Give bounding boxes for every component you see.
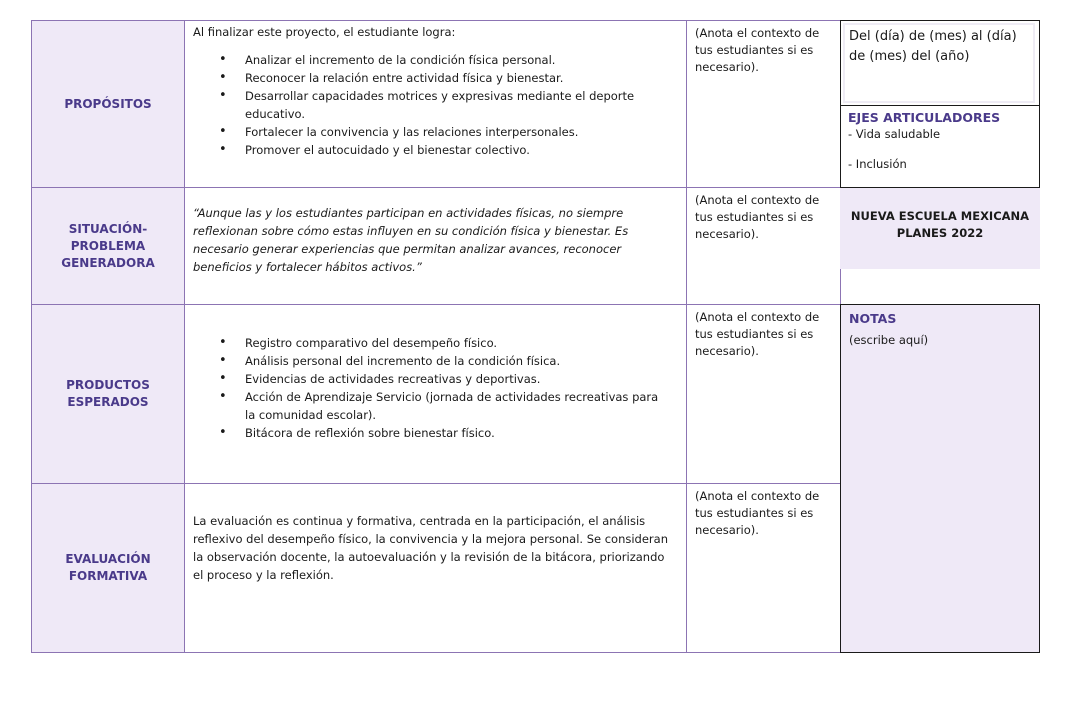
label-productos: PRODUCTOS ESPERADOS [66, 378, 150, 409]
notas-box[interactable] [840, 304, 1040, 653]
label-propositos: PROPÓSITOS [64, 96, 152, 111]
label-cell-propositos [32, 21, 184, 187]
propositos-list [193, 51, 678, 159]
side-divider [840, 105, 1040, 106]
list-item: • Promover el autocuidado y el bienestar colectivo. [219, 141, 678, 159]
list-item: • Registro comparativo del desempeño físico. [219, 334, 668, 352]
nem-subtitle: PLANES 2022 [896, 225, 984, 240]
ejes-title: EJES ARTICULADORES [848, 110, 1001, 125]
nem-banner [840, 188, 1040, 269]
list-item: • Evidencias de actividades recreativas y deportivas. [219, 370, 668, 388]
situacion-content [185, 188, 686, 304]
context-note-2[interactable]: (Anota el contexto de tus estudiantes si es necesario). [695, 193, 820, 241]
label-cell-productos [32, 305, 184, 483]
nem-title: NUEVA ESCUELA MEXICANA [850, 208, 1030, 223]
productos-list [193, 334, 678, 442]
propositos-intro: Al finalizar este proyecto, el estudiante logra: [193, 25, 456, 39]
date-text: Del (día) de (mes) al (día) de (mes) del (año) [849, 29, 1017, 64]
list-item: • Fortalecer la convivencia y las relaciones interpersonales. [219, 123, 678, 141]
context-note-4[interactable]: (Anota el contexto de tus estudiantes si es necesario). [695, 489, 820, 537]
ejes-box [848, 110, 1036, 173]
label-situacion: SITUACIÓN-PROBLEMA GENERADORA [61, 221, 155, 270]
evaluacion-content [185, 484, 686, 652]
label-evaluacion: EVALUACIÓN FORMATIVA [65, 552, 151, 583]
evaluacion-text: La evaluación es continua y formativa, centrada en la participación, el análisis reflexivo del desempeño físico, la convivencia y la mejora personal. Se consideran la observación docente, la autoevaluación y la revisión de la bitácora, priorizando el proceso y la reflexión. [193, 514, 668, 582]
list-item: • Bitácora de reflexión sobre bienestar físico. [219, 424, 668, 442]
notas-title: NOTAS [849, 311, 897, 326]
list-item: • Reconocer la relación entre actividad física y bienestar. [219, 69, 678, 87]
notas-placeholder: (escribe aquí) [849, 333, 929, 347]
context-note-1[interactable]: (Anota el contexto de tus estudiantes si es necesario). [695, 26, 820, 74]
date-box[interactable] [843, 23, 1035, 103]
situacion-text: “Aunque las y los estudiantes participan en actividades físicas, no siempre reflexionan sobre cómo estas influyen en su condición física y bienestar. Es necesario generar experiencias que permitan analizar avances, reconocer beneficios y fortalecer hábitos activos.” [193, 206, 629, 274]
list-item: • Desarrollar capacidades motrices y expresivas mediante el deporte educativo. [219, 87, 678, 123]
list-item: • Acción de Aprendizaje Servicio (jornada de actividades recreativas para la comunidad escolar). [219, 388, 668, 424]
productos-content [185, 305, 686, 483]
ejes-item: - Inclusión [848, 157, 907, 171]
list-item: • Analizar el incremento de la condición física personal. [219, 51, 678, 69]
context-note-3[interactable]: (Anota el contexto de tus estudiantes si es necesario). [695, 310, 820, 358]
label-cell-evaluacion [32, 484, 184, 652]
propositos-content [185, 21, 686, 187]
label-cell-situacion [32, 188, 184, 304]
list-item: • Análisis personal del incremento de la condición física. [219, 352, 668, 370]
ejes-item: - Vida saludable [848, 127, 941, 141]
